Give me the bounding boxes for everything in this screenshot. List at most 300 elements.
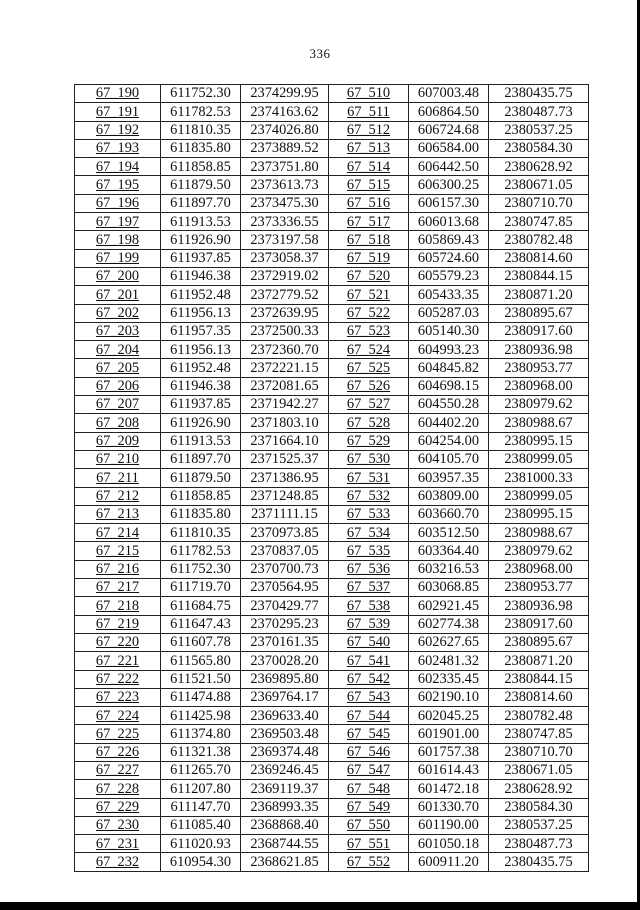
point-id-right: 67_528	[329, 414, 409, 432]
coord-y-right: 2380979.62	[489, 396, 589, 414]
coord-y-right: 2380814.60	[489, 688, 589, 706]
coord-y-right: 2380988.67	[489, 524, 589, 542]
coordinate-table-body	[75, 85, 589, 872]
coord-y-left: 2373613.73	[241, 176, 329, 194]
table-row	[75, 359, 589, 377]
coord-y-right: 2380537.25	[489, 816, 589, 834]
coord-x-left: 611858.85	[161, 158, 241, 176]
point-id-left: 67_216	[75, 560, 161, 578]
coord-y-left: 2368744.55	[241, 835, 329, 853]
coord-x-right: 606724.68	[409, 121, 489, 139]
coord-x-left: 611085.40	[161, 816, 241, 834]
point-id-left: 67_192	[75, 121, 161, 139]
coord-y-right: 2380953.77	[489, 359, 589, 377]
point-id-left: 67_222	[75, 670, 161, 688]
coord-x-right: 604550.28	[409, 396, 489, 414]
point-id-left: 67_211	[75, 469, 161, 487]
coord-x-right: 601757.38	[409, 743, 489, 761]
coord-x-right: 601472.18	[409, 780, 489, 798]
table-row	[75, 560, 589, 578]
coord-x-right: 601614.43	[409, 761, 489, 779]
coord-y-right: 2380979.62	[489, 542, 589, 560]
table-row	[75, 231, 589, 249]
coord-x-right: 602045.25	[409, 707, 489, 725]
coord-x-left: 611374.80	[161, 725, 241, 743]
point-id-left: 67_210	[75, 450, 161, 468]
coord-x-right: 602481.32	[409, 652, 489, 670]
coord-x-right: 605579.23	[409, 267, 489, 285]
point-id-left: 67_212	[75, 487, 161, 505]
coord-x-left: 611957.35	[161, 322, 241, 340]
table-row	[75, 652, 589, 670]
coord-y-left: 2369503.48	[241, 725, 329, 743]
coord-y-right: 2380995.15	[489, 505, 589, 523]
coord-x-right: 600911.20	[409, 853, 489, 871]
coord-y-right: 2381000.33	[489, 469, 589, 487]
coord-y-left: 2372639.95	[241, 304, 329, 322]
coord-x-left: 611474.88	[161, 688, 241, 706]
coord-x-left: 611607.78	[161, 633, 241, 651]
point-id-left: 67_204	[75, 341, 161, 359]
coord-x-right: 603068.85	[409, 579, 489, 597]
coord-y-right: 2380435.75	[489, 853, 589, 871]
point-id-left: 67_206	[75, 377, 161, 395]
coord-y-right: 2380435.75	[489, 85, 589, 103]
table-row	[75, 450, 589, 468]
point-id-right: 67_544	[329, 707, 409, 725]
coord-y-left: 2374299.95	[241, 85, 329, 103]
point-id-right: 67_534	[329, 524, 409, 542]
coord-x-right: 605724.60	[409, 249, 489, 267]
coord-y-left: 2371942.27	[241, 396, 329, 414]
coord-x-left: 611913.53	[161, 213, 241, 231]
coord-y-right: 2380671.05	[489, 761, 589, 779]
point-id-left: 67_231	[75, 835, 161, 853]
table-row	[75, 743, 589, 761]
point-id-left: 67_221	[75, 652, 161, 670]
coord-y-right: 2380936.98	[489, 341, 589, 359]
coord-x-right: 601901.00	[409, 725, 489, 743]
coord-x-left: 611521.50	[161, 670, 241, 688]
coord-x-right: 606013.68	[409, 213, 489, 231]
table-row	[75, 85, 589, 103]
point-id-left: 67_198	[75, 231, 161, 249]
coord-y-left: 2369764.17	[241, 688, 329, 706]
coord-y-left: 2370429.77	[241, 597, 329, 615]
coord-x-right: 603957.35	[409, 469, 489, 487]
coord-x-right: 605433.35	[409, 286, 489, 304]
coord-x-left: 611835.80	[161, 139, 241, 157]
coord-y-right: 2380671.05	[489, 176, 589, 194]
coord-y-left: 2370700.73	[241, 560, 329, 578]
point-id-right: 67_532	[329, 487, 409, 505]
point-id-right: 67_547	[329, 761, 409, 779]
table-row	[75, 213, 589, 231]
coord-x-left: 611782.53	[161, 103, 241, 121]
coord-y-left: 2370028.20	[241, 652, 329, 670]
coord-y-right: 2380584.30	[489, 798, 589, 816]
coord-x-left: 611752.30	[161, 560, 241, 578]
table-row	[75, 798, 589, 816]
coord-x-right: 604254.00	[409, 432, 489, 450]
coord-y-right: 2380710.70	[489, 743, 589, 761]
coord-y-left: 2369119.37	[241, 780, 329, 798]
point-id-left: 67_199	[75, 249, 161, 267]
table-row	[75, 524, 589, 542]
coord-y-right: 2380537.25	[489, 121, 589, 139]
table-row	[75, 377, 589, 395]
coord-x-left: 611937.85	[161, 249, 241, 267]
point-id-left: 67_196	[75, 194, 161, 212]
coord-y-left: 2369374.48	[241, 743, 329, 761]
coord-x-left: 611684.75	[161, 597, 241, 615]
coord-y-right: 2380999.05	[489, 487, 589, 505]
table-row	[75, 542, 589, 560]
point-id-left: 67_205	[75, 359, 161, 377]
coord-x-left: 611265.70	[161, 761, 241, 779]
coord-y-left: 2373751.80	[241, 158, 329, 176]
coord-x-right: 603216.53	[409, 560, 489, 578]
point-id-left: 67_190	[75, 85, 161, 103]
coord-x-left: 611858.85	[161, 487, 241, 505]
coord-y-right: 2380782.48	[489, 707, 589, 725]
coord-y-right: 2380487.73	[489, 835, 589, 853]
coord-y-left: 2371111.15	[241, 505, 329, 523]
table-row	[75, 688, 589, 706]
coord-x-left: 610954.30	[161, 853, 241, 871]
coord-x-left: 611719.70	[161, 579, 241, 597]
point-id-left: 67_193	[75, 139, 161, 157]
point-id-left: 67_195	[75, 176, 161, 194]
coord-y-right: 2380710.70	[489, 194, 589, 212]
coord-y-right: 2380999.05	[489, 450, 589, 468]
table-row	[75, 286, 589, 304]
coord-y-right: 2380628.92	[489, 158, 589, 176]
point-id-right: 67_540	[329, 633, 409, 651]
point-id-right: 67_510	[329, 85, 409, 103]
coord-y-right: 2380814.60	[489, 249, 589, 267]
point-id-left: 67_228	[75, 780, 161, 798]
coord-y-left: 2370564.95	[241, 579, 329, 597]
coord-y-left: 2374163.62	[241, 103, 329, 121]
point-id-left: 67_197	[75, 213, 161, 231]
coord-y-left: 2371664.10	[241, 432, 329, 450]
coord-y-left: 2369895.80	[241, 670, 329, 688]
coord-y-right: 2380917.60	[489, 322, 589, 340]
point-id-right: 67_531	[329, 469, 409, 487]
point-id-right: 67_515	[329, 176, 409, 194]
coord-x-right: 602774.38	[409, 615, 489, 633]
point-id-left: 67_220	[75, 633, 161, 651]
coord-y-right: 2380782.48	[489, 231, 589, 249]
point-id-right: 67_550	[329, 816, 409, 834]
coord-y-right: 2380953.77	[489, 579, 589, 597]
coord-y-left: 2372779.52	[241, 286, 329, 304]
coord-y-right: 2380628.92	[489, 780, 589, 798]
coord-y-left: 2370161.35	[241, 633, 329, 651]
point-id-left: 67_217	[75, 579, 161, 597]
point-id-right: 67_513	[329, 139, 409, 157]
table-row	[75, 121, 589, 139]
coord-x-left: 611810.35	[161, 121, 241, 139]
point-id-right: 67_519	[329, 249, 409, 267]
point-id-right: 67_543	[329, 688, 409, 706]
coord-x-right: 602335.45	[409, 670, 489, 688]
point-id-left: 67_209	[75, 432, 161, 450]
coord-x-right: 601190.00	[409, 816, 489, 834]
point-id-right: 67_542	[329, 670, 409, 688]
coord-y-left: 2373889.52	[241, 139, 329, 157]
table-row	[75, 103, 589, 121]
coord-x-left: 611926.90	[161, 231, 241, 249]
coord-x-right: 606442.50	[409, 158, 489, 176]
table-row	[75, 780, 589, 798]
coord-y-left: 2373058.37	[241, 249, 329, 267]
table-row	[75, 249, 589, 267]
point-id-left: 67_225	[75, 725, 161, 743]
table-row	[75, 341, 589, 359]
point-id-left: 67_229	[75, 798, 161, 816]
point-id-left: 67_208	[75, 414, 161, 432]
coord-x-right: 604993.23	[409, 341, 489, 359]
table-row	[75, 725, 589, 743]
point-id-right: 67_512	[329, 121, 409, 139]
coord-y-left: 2372360.70	[241, 341, 329, 359]
coord-x-left: 611879.50	[161, 469, 241, 487]
coord-x-left: 611207.80	[161, 780, 241, 798]
table-row	[75, 505, 589, 523]
point-id-right: 67_549	[329, 798, 409, 816]
table-row	[75, 761, 589, 779]
table-row	[75, 487, 589, 505]
table-row	[75, 139, 589, 157]
coord-x-left: 611321.38	[161, 743, 241, 761]
coord-x-left: 611937.85	[161, 396, 241, 414]
table-row	[75, 396, 589, 414]
point-id-left: 67_203	[75, 322, 161, 340]
coord-x-right: 605287.03	[409, 304, 489, 322]
coord-x-left: 611952.48	[161, 286, 241, 304]
point-id-right: 67_520	[329, 267, 409, 285]
coord-x-left: 611647.43	[161, 615, 241, 633]
point-id-right: 67_523	[329, 322, 409, 340]
coord-y-right: 2380871.20	[489, 286, 589, 304]
coord-x-right: 606584.00	[409, 139, 489, 157]
coord-y-left: 2370973.85	[241, 524, 329, 542]
coord-x-left: 611425.98	[161, 707, 241, 725]
table-row	[75, 707, 589, 725]
coord-x-left: 611946.38	[161, 267, 241, 285]
point-id-right: 67_533	[329, 505, 409, 523]
coord-x-left: 611810.35	[161, 524, 241, 542]
coord-y-left: 2369633.40	[241, 707, 329, 725]
coord-x-left: 611897.70	[161, 194, 241, 212]
coord-x-right: 606157.30	[409, 194, 489, 212]
page-number: 336	[309, 46, 331, 61]
point-id-right: 67_546	[329, 743, 409, 761]
point-id-right: 67_552	[329, 853, 409, 871]
coord-y-right: 2380844.15	[489, 670, 589, 688]
point-id-left: 67_202	[75, 304, 161, 322]
table-row	[75, 816, 589, 834]
coordinate-table	[74, 84, 589, 872]
coord-y-right: 2380995.15	[489, 432, 589, 450]
coord-x-left: 611147.70	[161, 798, 241, 816]
coord-x-right: 601330.70	[409, 798, 489, 816]
point-id-right: 67_538	[329, 597, 409, 615]
scan-edge-bottom	[0, 902, 640, 910]
table-row	[75, 432, 589, 450]
coord-y-right: 2380487.73	[489, 103, 589, 121]
coord-y-right: 2380871.20	[489, 652, 589, 670]
point-id-right: 67_521	[329, 286, 409, 304]
point-id-right: 67_529	[329, 432, 409, 450]
table-row	[75, 469, 589, 487]
point-id-left: 67_213	[75, 505, 161, 523]
coord-y-left: 2373336.55	[241, 213, 329, 231]
point-id-left: 67_226	[75, 743, 161, 761]
table-row	[75, 176, 589, 194]
coord-y-right: 2380917.60	[489, 615, 589, 633]
coord-y-left: 2368868.40	[241, 816, 329, 834]
coord-x-right: 602921.45	[409, 597, 489, 615]
coord-x-right: 604845.82	[409, 359, 489, 377]
coord-y-left: 2370837.05	[241, 542, 329, 560]
table-row	[75, 633, 589, 651]
coord-y-right: 2380936.98	[489, 597, 589, 615]
table-row	[75, 414, 589, 432]
coord-y-left: 2372221.15	[241, 359, 329, 377]
coord-y-left: 2371525.37	[241, 450, 329, 468]
coord-y-right: 2380747.85	[489, 725, 589, 743]
point-id-right: 67_526	[329, 377, 409, 395]
point-id-right: 67_548	[329, 780, 409, 798]
point-id-left: 67_194	[75, 158, 161, 176]
coord-x-right: 607003.48	[409, 85, 489, 103]
point-id-right: 67_530	[329, 450, 409, 468]
point-id-right: 67_517	[329, 213, 409, 231]
point-id-left: 67_218	[75, 597, 161, 615]
point-id-left: 67_223	[75, 688, 161, 706]
table-row	[75, 267, 589, 285]
point-id-left: 67_215	[75, 542, 161, 560]
coord-y-left: 2374026.80	[241, 121, 329, 139]
coord-y-left: 2373197.58	[241, 231, 329, 249]
coord-y-right: 2380988.67	[489, 414, 589, 432]
coord-x-right: 601050.18	[409, 835, 489, 853]
table-row	[75, 194, 589, 212]
coord-x-left: 611835.80	[161, 505, 241, 523]
coord-x-left: 611020.93	[161, 835, 241, 853]
point-id-right: 67_525	[329, 359, 409, 377]
coord-x-right: 604402.20	[409, 414, 489, 432]
table-row	[75, 158, 589, 176]
coord-x-right: 605140.30	[409, 322, 489, 340]
table-row	[75, 597, 589, 615]
coord-y-right: 2380844.15	[489, 267, 589, 285]
coord-y-right: 2380968.00	[489, 560, 589, 578]
point-id-right: 67_518	[329, 231, 409, 249]
coord-x-right: 603809.00	[409, 487, 489, 505]
coord-x-right: 606864.50	[409, 103, 489, 121]
point-id-right: 67_551	[329, 835, 409, 853]
table-row	[75, 835, 589, 853]
point-id-right: 67_524	[329, 341, 409, 359]
coord-x-left: 611956.13	[161, 304, 241, 322]
coord-y-left: 2368993.35	[241, 798, 329, 816]
coord-y-right: 2380895.67	[489, 633, 589, 651]
table-row	[75, 670, 589, 688]
coord-y-left: 2371386.95	[241, 469, 329, 487]
coord-x-right: 604105.70	[409, 450, 489, 468]
point-id-right: 67_527	[329, 396, 409, 414]
coord-x-right: 606300.25	[409, 176, 489, 194]
coord-x-left: 611946.38	[161, 377, 241, 395]
point-id-right: 67_511	[329, 103, 409, 121]
point-id-left: 67_232	[75, 853, 161, 871]
coord-y-right: 2380968.00	[489, 377, 589, 395]
point-id-right: 67_537	[329, 579, 409, 597]
point-id-left: 67_207	[75, 396, 161, 414]
coord-y-left: 2373475.30	[241, 194, 329, 212]
coord-y-right: 2380747.85	[489, 213, 589, 231]
coord-x-left: 611565.80	[161, 652, 241, 670]
point-id-left: 67_224	[75, 707, 161, 725]
point-id-right: 67_545	[329, 725, 409, 743]
coord-y-right: 2380584.30	[489, 139, 589, 157]
point-id-right: 67_516	[329, 194, 409, 212]
table-row	[75, 853, 589, 871]
coord-x-right: 602190.10	[409, 688, 489, 706]
coord-x-right: 602627.65	[409, 633, 489, 651]
coord-y-left: 2372500.33	[241, 322, 329, 340]
point-id-right: 67_536	[329, 560, 409, 578]
coord-x-left: 611952.48	[161, 359, 241, 377]
point-id-right: 67_514	[329, 158, 409, 176]
coord-x-left: 611782.53	[161, 542, 241, 560]
point-id-right: 67_539	[329, 615, 409, 633]
point-id-left: 67_214	[75, 524, 161, 542]
coord-y-left: 2369246.45	[241, 761, 329, 779]
table-row	[75, 615, 589, 633]
coord-x-right: 603660.70	[409, 505, 489, 523]
coord-x-left: 611956.13	[161, 341, 241, 359]
point-id-left: 67_191	[75, 103, 161, 121]
coord-y-left: 2371803.10	[241, 414, 329, 432]
coord-x-left: 611913.53	[161, 432, 241, 450]
coord-y-left: 2372081.65	[241, 377, 329, 395]
coord-x-right: 604698.15	[409, 377, 489, 395]
coord-y-left: 2370295.23	[241, 615, 329, 633]
coord-y-right: 2380895.67	[489, 304, 589, 322]
coord-x-left: 611926.90	[161, 414, 241, 432]
coord-y-left: 2371248.85	[241, 487, 329, 505]
coord-y-left: 2372919.02	[241, 267, 329, 285]
coord-x-right: 603364.40	[409, 542, 489, 560]
point-id-right: 67_541	[329, 652, 409, 670]
table-row	[75, 304, 589, 322]
coord-x-left: 611752.30	[161, 85, 241, 103]
table-row	[75, 579, 589, 597]
coord-y-left: 2368621.85	[241, 853, 329, 871]
coord-x-right: 605869.43	[409, 231, 489, 249]
point-id-left: 67_230	[75, 816, 161, 834]
point-id-left: 67_227	[75, 761, 161, 779]
point-id-right: 67_535	[329, 542, 409, 560]
point-id-left: 67_201	[75, 286, 161, 304]
coord-x-left: 611897.70	[161, 450, 241, 468]
point-id-left: 67_200	[75, 267, 161, 285]
